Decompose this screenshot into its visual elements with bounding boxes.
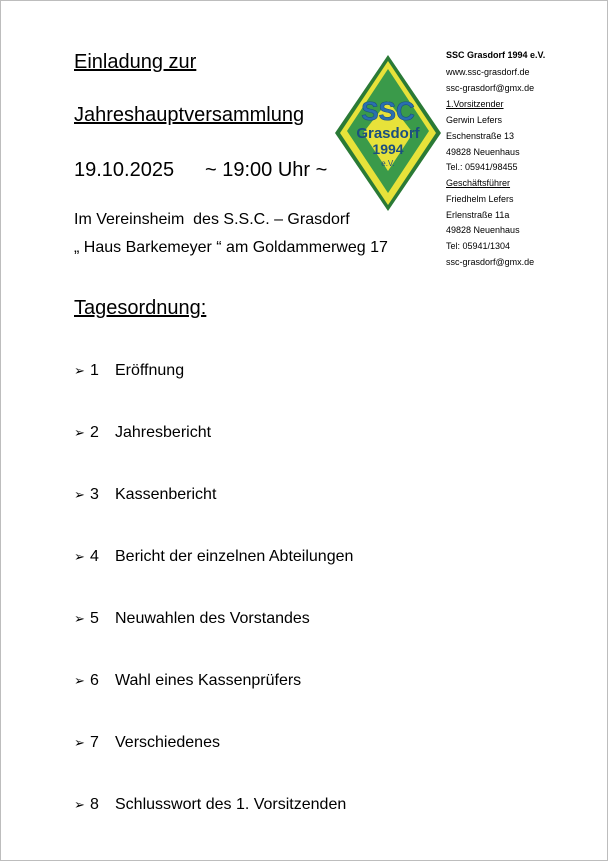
chair-phone: Tel.: 05941/98455 xyxy=(446,162,518,172)
arrow-bullet-icon: ➢ xyxy=(74,487,85,502)
arrow-bullet-icon: ➢ xyxy=(74,425,85,440)
agenda-item xyxy=(74,610,310,628)
arrow-bullet-icon: ➢ xyxy=(74,549,85,564)
club-name: SSC Grasdorf 1994 e.V. xyxy=(446,50,546,60)
manager-heading: Geschäftsführer xyxy=(446,178,511,188)
invitation-title: Einladung zur xyxy=(74,51,197,73)
meeting-title: Jahreshauptversammlung xyxy=(74,104,305,126)
agenda-item-text: Neuwahlen des Vorstandes xyxy=(115,610,310,627)
manager-city: 49828 Neuenhaus xyxy=(446,225,520,235)
agenda-item-text: Verschiedenes xyxy=(115,734,220,751)
agenda-item-text: Jahresbericht xyxy=(115,424,212,441)
agenda-item-text: Eröffnung xyxy=(115,362,185,379)
chair-heading: 1.Vorsitzender xyxy=(446,99,504,109)
chair-city: 49828 Neuenhaus xyxy=(446,147,520,157)
agenda-item xyxy=(74,486,216,504)
arrow-bullet-icon: ➢ xyxy=(74,735,85,750)
agenda-item-number: 6 xyxy=(90,672,99,689)
agenda-item-number: 8 xyxy=(90,796,99,813)
manager-street: Erlenstraße 11a xyxy=(446,210,510,220)
club-email: ssc-grasdorf@gmx.de xyxy=(446,83,535,93)
meeting-time: ~ 19:00 Uhr ~ xyxy=(205,159,328,181)
agenda-item-text: Kassenbericht xyxy=(115,486,217,503)
agenda-item-number: 1 xyxy=(90,362,99,379)
manager-email: ssc-grasdorf@gmx.de xyxy=(446,257,535,267)
agenda-item xyxy=(74,734,220,752)
agenda-item-number: 5 xyxy=(90,610,99,627)
agenda-item-text: Bericht der einzelnen Abteilungen xyxy=(115,548,354,565)
agenda-item-text: Wahl eines Kassenprüfers xyxy=(115,672,302,689)
agenda-item-number: 4 xyxy=(90,548,99,565)
svg-text:e.V.: e.V. xyxy=(381,159,395,168)
svg-text:1994: 1994 xyxy=(372,141,404,157)
agenda-item xyxy=(74,548,353,566)
arrow-bullet-icon: ➢ xyxy=(74,611,85,626)
agenda-item xyxy=(74,672,301,690)
agenda-item-number: 2 xyxy=(90,424,99,441)
meeting-location-line2: „ Haus Barkemeyer “ am Goldammerweg 17 xyxy=(74,239,388,256)
meeting-date: 19.10.2025 xyxy=(74,159,175,181)
meeting-location-line1: Im Vereinsheim des S.S.C. – Grasdorf xyxy=(74,211,350,228)
agenda-title: Tagesordnung: xyxy=(74,297,207,319)
svg-text:Grasdorf: Grasdorf xyxy=(356,125,420,142)
arrow-bullet-icon: ➢ xyxy=(74,797,85,812)
club-website: www.ssc-grasdorf.de xyxy=(446,67,530,77)
manager-phone: Tel: 05941/1304 xyxy=(446,241,511,251)
svg-text:SSC: SSC xyxy=(361,96,415,126)
agenda-item xyxy=(74,796,346,814)
arrow-bullet-icon: ➢ xyxy=(74,363,85,378)
arrow-bullet-icon: ➢ xyxy=(74,673,85,688)
agenda-item xyxy=(74,362,184,380)
agenda-item xyxy=(74,424,211,442)
agenda-item-number: 3 xyxy=(90,486,99,503)
club-logo xyxy=(333,53,443,213)
chair-street: Eschenstraße 13 xyxy=(446,131,515,141)
manager-name: Friedhelm Lefers xyxy=(446,194,514,204)
agenda-item-number: 7 xyxy=(90,734,99,751)
agenda-item-text: Schlusswort des 1. Vorsitzenden xyxy=(115,796,347,813)
chair-name: Gerwin Lefers xyxy=(446,115,503,125)
